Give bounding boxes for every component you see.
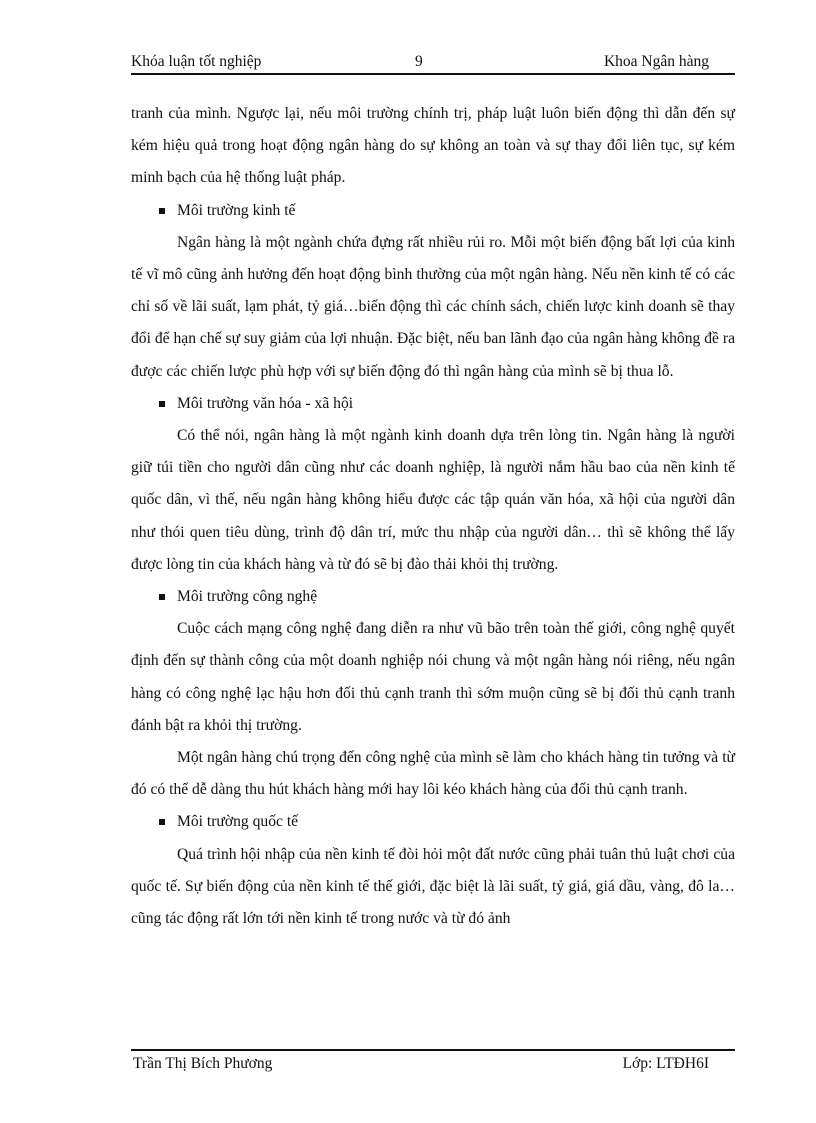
paragraph: tranh của mình. Ngược lại, nếu môi trường chính trị, pháp luật luôn biến động thì dẫn đến sự kém hiệu quả trong hoạt động ngân hàng do sự không an toàn và sự thay đổi liên tục, sự kém minh bạch của hệ thống luật pháp. — [131, 105, 735, 187]
header-faculty-label: Khoa Ngân hàng — [603, 53, 709, 70]
page-body — [131, 98, 735, 935]
section-heading-text: Môi trường văn hóa - xã hội — [177, 394, 354, 412]
paragraph: Cuộc cách mạng công nghệ đang diễn ra như vũ bão trên toàn thế giới, công nghệ quyết định đến sự thành công của một doanh nghiệp nói chung và một ngân hàng nói riêng, nếu ngân hàng có công nghệ lạc hậu hơn đối thủ cạnh tranh thì sớm muộn cũng sẽ bị đối thủ cạnh tranh đánh bật ra khỏi thị trường. — [131, 620, 735, 734]
square-bullet-icon — [159, 819, 165, 825]
square-bullet-icon — [159, 208, 165, 214]
paragraph: Có thể nói, ngân hàng là một ngành kinh doanh dựa trên lòng tin. Ngân hàng là người giữ túi tiền cho người dân cũng như các doanh nghiệp, là người nắm hầu bao của nền kinh tế quốc dân, vì thế, nếu ngân hàng không hiểu được các tập quán văn hóa, xã hội của người dân như thói quen tiêu dùng, trình độ dân trí, mức thu nhập của người dân… thì sẽ không thể lấy được lòng tin của khách hàng và từ đó sẽ bị đào thải khỏi thị trường. — [131, 427, 735, 573]
footer-rule — [131, 1049, 735, 1051]
square-bullet-icon — [159, 594, 165, 600]
header-rule — [131, 73, 735, 75]
page-header — [131, 52, 735, 72]
footer-author: Trần Thị Bích Phương — [133, 1055, 273, 1072]
paragraph: Ngân hàng là một ngành chứa đựng rất nhiều rủi ro. Mỗi một biến động bất lợi của kinh tế vĩ mô cũng ảnh hưởng đến hoạt động bình thường của một ngân hàng. Nếu nền kinh tế có các chỉ số về lãi suất, lạm phát, tỷ giá…biến động thì các chính sách, chiến lược kinh doanh sẽ thay đổi để hạn chế sự suy giảm của lợi nhuận. Đặc biệt, nếu ban lãnh đạo của ngân hàng không đề ra được các chiến lược phù hợp với sự biến động đó thì ngân hàng của mình sẽ bị thua lỗ. — [131, 233, 735, 380]
section-heading-economy — [131, 195, 735, 227]
footer-class: Lớp: LTĐH6I — [622, 1055, 709, 1072]
section-heading-culture — [131, 388, 735, 420]
paragraph: Quá trình hội nhập của nền kinh tế đòi hỏi một đất nước cũng phải tuân thủ luật chơi của quốc tế. Sự biến động của nền kinh tế thế giới, đặc biệt là lãi suất, tỷ giá, giá dầu, vàng, đô la… cũng tác động rất lớn tới nền kinh tế trong nước và từ đó ảnh — [131, 845, 735, 928]
header-thesis-label: Khóa luận tốt nghiệp — [131, 53, 262, 70]
section-heading-text: Môi trường quốc tế — [177, 813, 299, 831]
square-bullet-icon — [159, 401, 165, 407]
section-heading-text: Môi trường kinh tế — [177, 201, 296, 219]
section-heading-technology — [131, 581, 735, 613]
page-footer — [131, 1054, 735, 1074]
paragraph: Một ngân hàng chú trọng đến công nghệ của mình sẽ làm cho khách hàng tin tưởng và từ đó có thể dễ dàng thu hút khách hàng mới hay lôi kéo khách hàng của đối thủ cạnh tranh. — [131, 749, 735, 799]
page-number: 9 — [415, 53, 423, 70]
section-heading-text: Môi trường công nghệ — [177, 588, 318, 606]
section-heading-international — [131, 806, 735, 838]
